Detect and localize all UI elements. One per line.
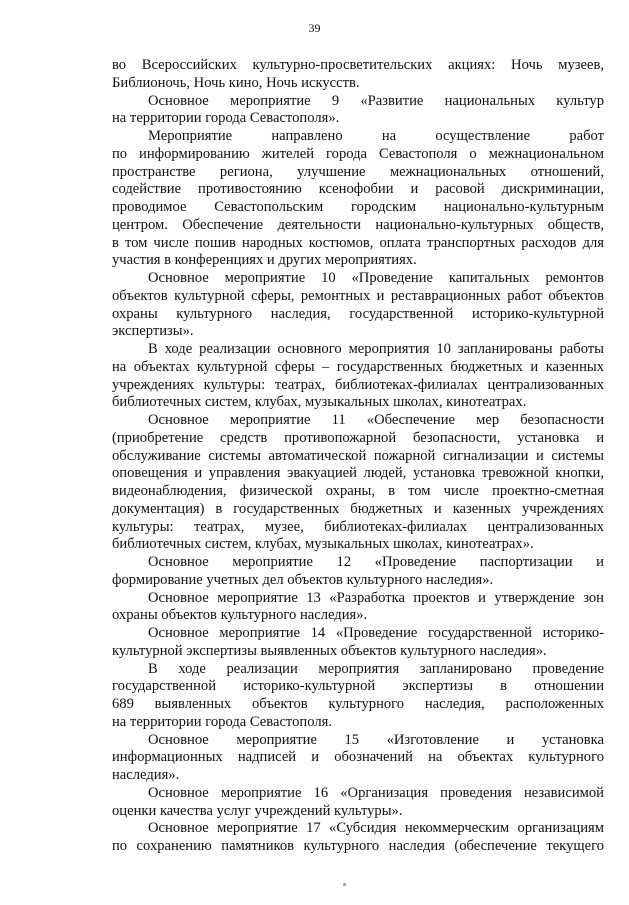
text-line: центром. Обеспечение деятельности национально-культурных обществ, (112, 216, 604, 233)
text-line: на объектах культурной сферы – государственных бюджетных и казенных (112, 358, 604, 375)
text-line: культуры: театрах, музее, библиотеках-филиалах централизованных (112, 518, 604, 535)
paragraph (112, 554, 604, 590)
text-line: Основное мероприятие 11 «Обеспечение мер безопасности (148, 412, 604, 428)
text-line: по сохранению памятников культурного наследия (обеспечение текущего (112, 838, 604, 854)
text-line: экспертизы». (112, 323, 194, 340)
paragraph (112, 270, 604, 341)
text-line: Основное мероприятие 12 «Проведение паспортизации и (148, 554, 604, 570)
paragraph (112, 785, 604, 821)
text-line: Основное мероприятие 16 «Организация проведения независимой (148, 784, 604, 801)
text-line: учреждениях культуры: театрах, библиотеках-филиалах централизованных (112, 376, 604, 393)
text-line: библиотечных систем, клубах, музыкальных школах, кинотеатрах». (112, 536, 534, 553)
text-line: охраны объектов культурного наследия». (112, 607, 368, 624)
scan-speck (343, 883, 346, 886)
text-line: Основное мероприятие 15 «Изготовление и установка (148, 731, 604, 748)
text-line: объектов культурной сферы, ремонтных и реставрационных работ объектов (112, 287, 604, 304)
text-line: В ходе реализации мероприятия запланировано проведение (148, 660, 604, 677)
text-line: Мероприятие направлено на осуществление работ (148, 128, 604, 144)
text-line: документация) в государственных бюджетных и казенных учреждениях (112, 500, 604, 517)
text-line: 689 выявленных объектов культурного наследия, расположенных (112, 696, 604, 712)
paragraph (112, 820, 604, 856)
paragraph (112, 732, 604, 785)
paragraph (112, 57, 604, 93)
page-number: 39 (308, 21, 321, 35)
text-line: государственной историко-культурной экспертизы в отношении (112, 678, 604, 695)
text-line: Основное мероприятие 17 «Субсидия некоммерческим организациям (148, 820, 604, 837)
text-line: библиотечных систем, клубах, музыкальных школах, кинотеатрах. (112, 394, 527, 411)
text-line: содействие противостоянию ксенофобии и расовой дискриминации, (112, 181, 604, 198)
text-line: формирование учетных дел объектов культурного наследия». (112, 571, 494, 588)
text-line: В ходе реализации основного мероприятия 10 запланированы работы (148, 341, 604, 357)
text-line: Основное мероприятие 10 «Проведение капитальных ремонтов (148, 270, 604, 286)
paragraph (112, 341, 604, 412)
text-line: охраны культурного наследия, государственной историко-культурной (112, 305, 604, 322)
paragraph (112, 93, 604, 129)
document-body (112, 57, 604, 856)
text-line: (приобретение средств противопожарной безопасности, установка и (112, 429, 604, 446)
text-line: во Всероссийских культурно-просветительских акциях: Ночь музеев, (112, 57, 604, 73)
text-line: оповещения и управления эвакуацией людей, установка тревожной кнопки, (112, 465, 604, 482)
text-line: культурной экспертизы выявленных объектов культурного наследия». (112, 642, 547, 659)
text-line: на территории города Севастополя. (112, 713, 332, 730)
paragraph (112, 412, 604, 554)
text-line: оценки качества услуг учреждений культуры». (112, 802, 403, 819)
text-line: на территории города Севастополя». (112, 110, 340, 127)
text-line: по информированию жителей города Севастополя о межнациональном (112, 145, 604, 162)
text-line: Библионочь, Ночь кино, Ночь искусств. (112, 74, 360, 91)
text-line: видеонаблюдения, физической охраны, в том числе проектно-сметная (112, 483, 604, 499)
text-line: Основное мероприятие 13 «Разработка проектов и утверждение зон (148, 589, 604, 606)
paragraph (112, 128, 604, 270)
text-line: наследия». (112, 767, 180, 783)
text-line: пространстве региона, улучшение межнациональных отношений, (112, 163, 604, 180)
text-line: информационных надписей и обозначений на объектах культурного (112, 749, 604, 766)
text-line: участия в конференциях и других мероприятиях. (112, 252, 417, 269)
paragraph (112, 625, 604, 661)
text-line: Основное мероприятие 14 «Проведение государственной историко- (148, 625, 604, 641)
text-line: проводимое Севастопольским городским национально-культурным (112, 199, 604, 215)
text-line: Основное мероприятие 9 «Развитие национальных культур (148, 92, 604, 109)
text-line: в том числе пошив народных костюмов, оплата транспортных расходов для (112, 234, 604, 251)
paragraph (112, 661, 604, 732)
text-line: обслуживание системы автоматической пожарной сигнализации и системы (112, 447, 604, 464)
paragraph (112, 590, 604, 626)
